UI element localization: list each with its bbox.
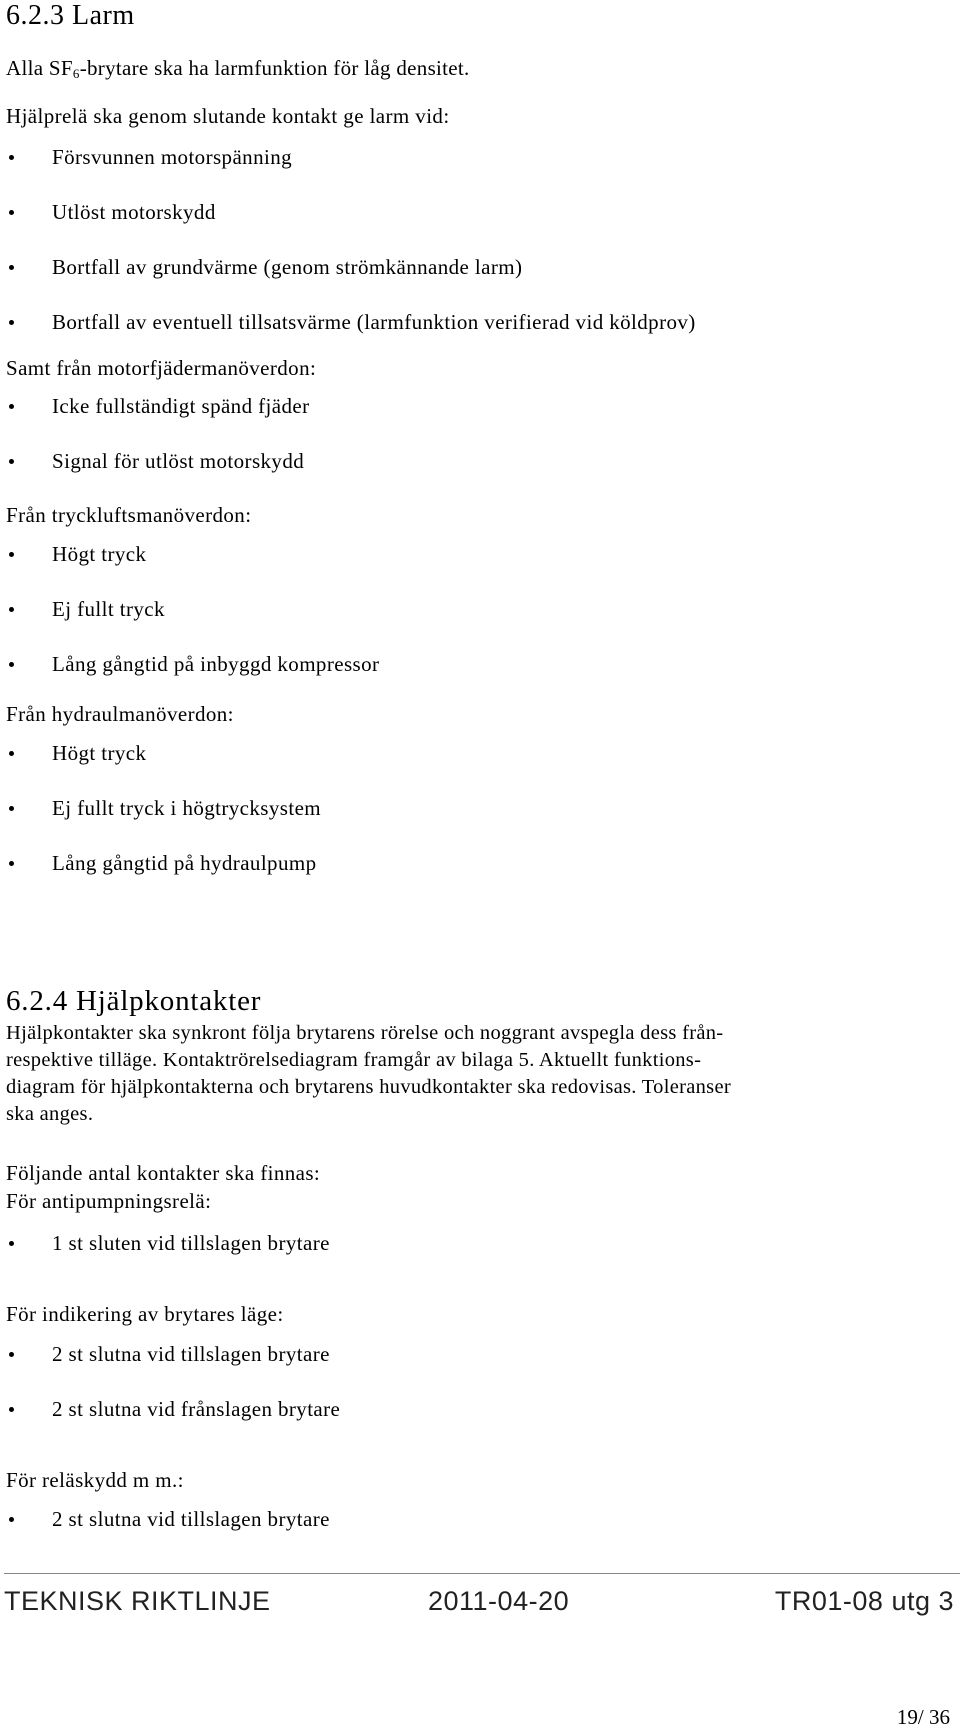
- footer-document-id: TR01-08 utg 3: [774, 1586, 954, 1616]
- contacts-intro: Följande antal kontakter ska finnas:: [6, 1161, 321, 1185]
- list-item: 2 st slutna vid tillslagen brytare: [0, 1505, 330, 1560]
- helper-relay-list: [0, 143, 696, 363]
- list-item: 1 st sluten vid tillslagen brytare: [0, 1229, 330, 1284]
- list-item: Signal för utlöst motorskydd: [0, 447, 310, 502]
- list-item: Utlöst motorskydd: [0, 198, 696, 253]
- sf6-suffix: -brytare ska ha larmfunktion för låg densitet.: [79, 56, 470, 80]
- bullet-icon: [9, 210, 14, 215]
- footer-document-type: TEKNISK RIKTLINJE: [4, 1586, 271, 1616]
- air-operator-intro: Från tryckluftsmanöverdon:: [6, 503, 252, 527]
- hydraulic-operator-intro: Från hydraulmanöverdon:: [6, 702, 234, 726]
- hjalpkontakter-paragraph: [6, 1020, 956, 1128]
- bullet-icon: [9, 265, 14, 270]
- bullet-icon: [9, 459, 14, 464]
- list-item: Ej fullt tryck: [0, 595, 379, 650]
- list-item: Högt tryck: [0, 739, 321, 794]
- sf6-alarm-sentence: [6, 56, 470, 82]
- helper-relay-intro: Hjälprelä ska genom slutande kontakt ge larm vid:: [6, 104, 450, 128]
- list-item: Försvunnen motorspänning: [0, 143, 696, 198]
- bullet-icon: [9, 607, 14, 612]
- list-item: Högt tryck: [0, 540, 379, 595]
- bullet-icon: [9, 1517, 14, 1522]
- sf6-prefix: Alla SF: [6, 56, 73, 80]
- bullet-icon: [9, 806, 14, 811]
- list-item: Lång gångtid på inbyggd kompressor: [0, 650, 379, 705]
- spring-operator-intro: Samt från motorfjädermanöverdon:: [6, 356, 317, 380]
- list-item: 2 st slutna vid frånslagen brytare: [0, 1395, 340, 1450]
- relay-protection-list: [0, 1505, 330, 1560]
- bullet-icon: [9, 404, 14, 409]
- bullet-icon: [9, 155, 14, 160]
- section-heading-larm: 6.2.3 Larm: [6, 0, 135, 31]
- indication-intro: För indikering av brytares läge:: [6, 1302, 284, 1326]
- bullet-icon: [9, 1352, 14, 1357]
- bullet-icon: [9, 1407, 14, 1412]
- list-item: Lång gångtid på hydraulpump: [0, 849, 321, 904]
- bullet-icon: [9, 552, 14, 557]
- air-operator-list: [0, 540, 379, 705]
- bullet-icon: [9, 1241, 14, 1246]
- list-item: Icke fullständigt spänd fjäder: [0, 392, 310, 447]
- section-heading-hjalpkontakter: 6.2.4 Hjälpkontakter: [6, 985, 262, 1017]
- bullet-icon: [9, 751, 14, 756]
- antipump-list: [0, 1229, 330, 1284]
- list-item: Bortfall av eventuell tillsatsvärme (larmfunktion verifierad vid köldprov): [0, 308, 696, 363]
- list-item: Bortfall av grundvärme (genom strömkännande larm): [0, 253, 696, 308]
- relay-protection-intro: För reläskydd m m.:: [6, 1468, 184, 1492]
- list-item: Ej fullt tryck i högtrycksystem: [0, 794, 321, 849]
- list-item: 2 st slutna vid tillslagen brytare: [0, 1340, 340, 1395]
- page-number: 19/ 36: [896, 1705, 950, 1729]
- bullet-icon: [9, 861, 14, 866]
- antipump-intro: För antipumpningsrelä:: [6, 1189, 212, 1213]
- bullet-icon: [9, 320, 14, 325]
- paragraph-line: respektive tilläge. Kontaktrörelsediagram framgår av bilaga 5. Aktuellt funktions-: [6, 1049, 702, 1071]
- paragraph-line: diagram för hjälpkontakterna och brytarens huvudkontakter ska redovisas. Toleranser: [6, 1076, 731, 1098]
- indication-list: [0, 1340, 340, 1450]
- sf6-subscript: 6: [72, 66, 80, 81]
- footer-date: 2011-04-20: [428, 1586, 570, 1616]
- paragraph-line: Hjälpkontakter ska synkront följa brytarens rörelse och noggrant avspegla dess från-: [6, 1022, 724, 1044]
- bullet-icon: [9, 662, 14, 667]
- footer-divider: [4, 1573, 960, 1574]
- hydraulic-operator-list: [0, 739, 321, 904]
- paragraph-line: ska anges.: [6, 1103, 94, 1125]
- spring-operator-list: [0, 392, 310, 502]
